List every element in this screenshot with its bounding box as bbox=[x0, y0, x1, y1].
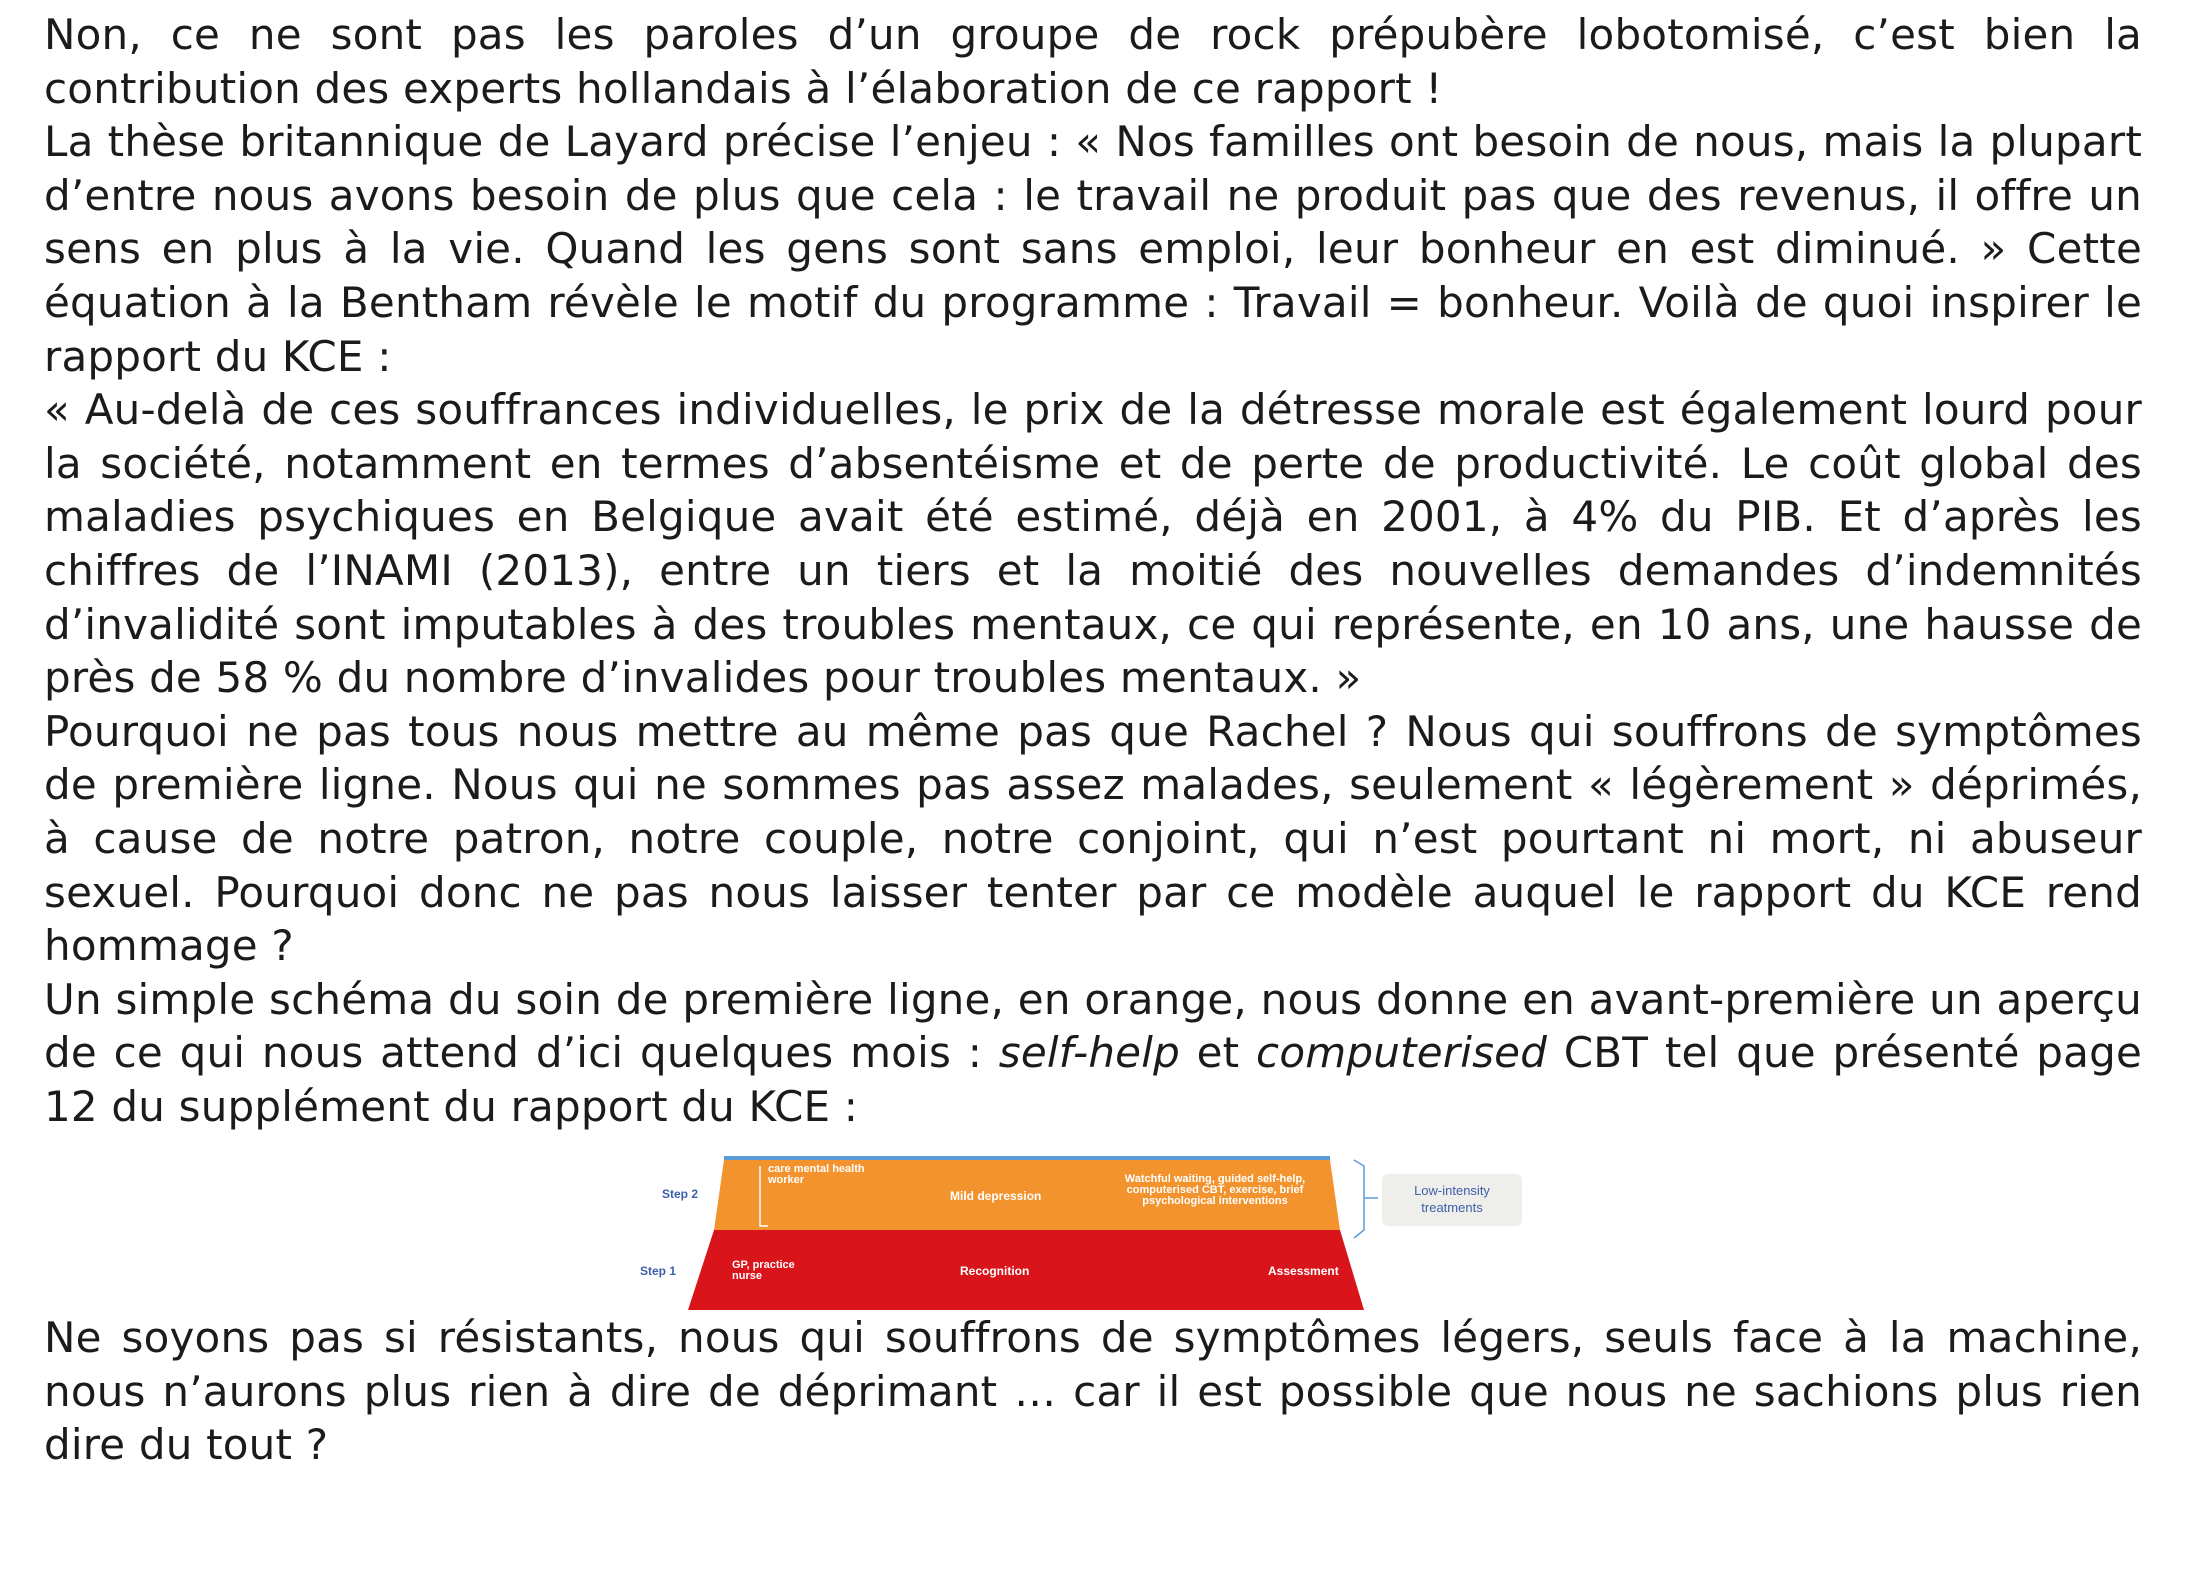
step2-interventions-box bbox=[1110, 1174, 1320, 1228]
article-body-bottom bbox=[44, 1311, 2142, 1472]
step2-interventions: Watchful waiting, guided self-help, computerised CBT, exercise, brief psychological interventions bbox=[1124, 1174, 1306, 1207]
stepped-care-svg bbox=[620, 1130, 1540, 1310]
step2-condition: Mild depression bbox=[950, 1189, 1042, 1203]
top-band bbox=[724, 1156, 1330, 1160]
stepped-care-diagram bbox=[620, 1130, 1540, 1310]
paragraph: Non, ce ne sont pas les paroles d’un groupe de rock prépubère lobotomisé, c’est bien la contribution des experts hollandais à l’élaboration de ce rapport ! bbox=[44, 10, 2142, 113]
text-run: Un simple schéma du soin de première ligne, en orange, nous donne en avant-première un aperçu de ce qui nous attend d’ici quelques mois : bbox=[44, 974, 2142, 1078]
paragraph-with-italics bbox=[44, 973, 2142, 1134]
paragraph: Ne soyons pas si résistants, nous qui souffrons de symptômes légers, seuls face à la machine, nous n’aurons plus rien à dire de déprimant … car il est possible que nous ne sachions plus rien dire du tout ? bbox=[44, 1313, 2142, 1470]
article-body-top bbox=[44, 8, 2142, 1133]
low-intensity-bracket bbox=[1354, 1160, 1378, 1238]
step2-who-box bbox=[768, 1164, 878, 1204]
low-intensity-label: Low-intensity treatments bbox=[1414, 1183, 1490, 1215]
italic-term: computerised bbox=[1256, 1028, 1548, 1078]
low-intensity-label-box bbox=[1386, 1182, 1518, 1222]
text-run: et bbox=[1179, 1028, 1257, 1078]
step1-label: Step 1 bbox=[640, 1264, 677, 1278]
text-run: CBT tel que présenté page 12 du supplément du rapport du KCE : bbox=[44, 1028, 2143, 1131]
step1-action: Assessment bbox=[1268, 1264, 1339, 1278]
step1-who: GP, practice nurse bbox=[732, 1260, 795, 1282]
paragraph: La thèse britannique de Layard précise l’enjeu : « Nos familles ont besoin de nous, mais la plupart d’entre nous avons besoin de plus que cela : le travail ne produit pas que des revenus, il offre un sens en plus à la vie. Quand les gens sont sans emploi, leur bonheur en est diminué. » Cette équation à la Bentham révèle le motif du programme : Travail = bonheur. Voilà de quoi inspirer le rapport du KCE : bbox=[44, 117, 2142, 381]
step1-condition: Recognition bbox=[960, 1264, 1030, 1278]
step2-label: Step 2 bbox=[662, 1187, 699, 1201]
step2-who: care mental health worker bbox=[768, 1164, 865, 1186]
italic-term: self-help bbox=[998, 1028, 1180, 1078]
step1-who-box bbox=[732, 1260, 822, 1290]
paragraph: Pourquoi ne pas tous nous mettre au même pas que Rachel ? Nous qui souffrons de symptômes de première ligne. Nous qui ne sommes pas assez malades, seulement « légèrement » déprimés, à cause de notre patron, notre couple, notre conjoint, qui n’est pourtant ni mort, ni abuseur sexuel. Pourquoi donc ne pas nous laisser tenter par ce modèle auquel le rapport du KCE rend hommage ? bbox=[44, 706, 2142, 971]
quote-paragraph: « Au-delà de ces souffrances individuelles, le prix de la détresse morale est également lourd pour la société, notamment en termes d’absentéisme et de perte de productivité. Le coût global des maladies psychiques en Belgique avait été estimé, déjà en 2001, à 4% du PIB. Et d’après les chiffres de l’INAMI (2013), entre un tiers et la moitié des nouvelles demandes d’indemnités d’invalidité sont imputables à des troubles mentaux, ce qui représente, en 10 ans, une hausse de près de 58 % du nombre d’invalides pour troubles mentaux. » bbox=[44, 385, 2142, 703]
